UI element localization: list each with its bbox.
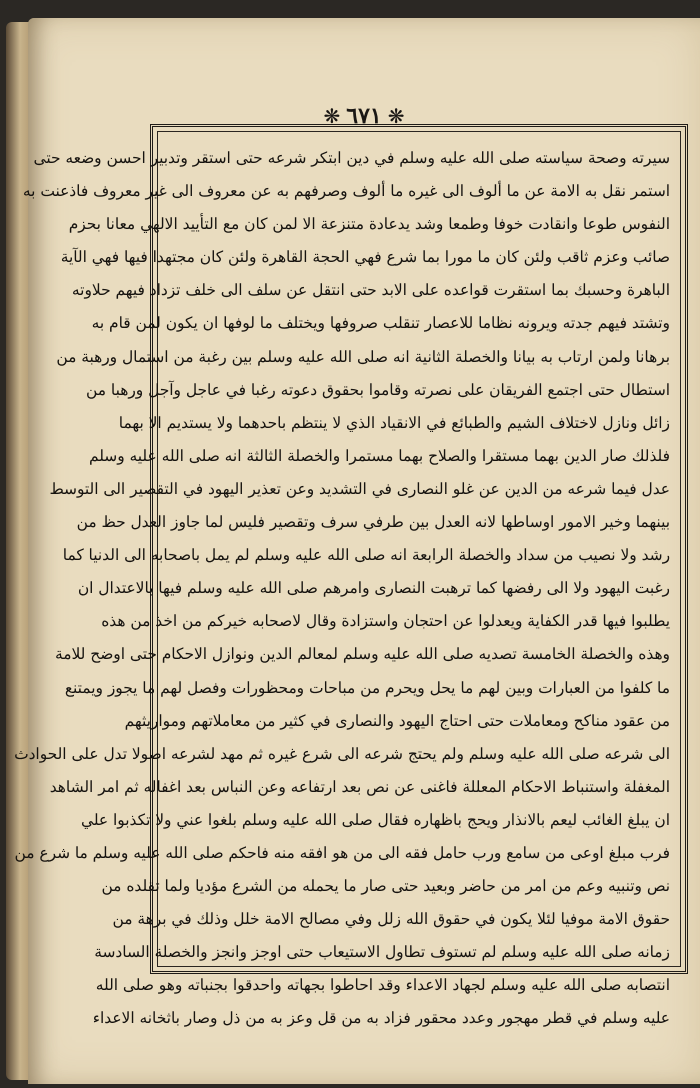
text-line: من عقود مناكح ومعاملات حتى احتاج اليهود والنصارى في كثير من معاملاتهم ومواريثهم (124, 711, 670, 730)
page-number: ٦٧١ (346, 103, 382, 129)
text-line: ان يبلغ الغائب ليعم بالانذار ويحج باظهاره فقال صلى الله عليه وسلم بلغوا عني ولا تكذبوا علي (81, 810, 670, 829)
text-line: المغفلة واستنباط الاحكام المعللة فاغنى عن نص بعد ارتفاعه وعن النباس بعد اغفاله ثم امر الشاهد (49, 777, 670, 796)
text-line: ما كلفوا من العبارات وبين لهم ما يحل ويحرم من مباحات ومحظورات وفصل لهم ما يجوز ويمتنع (64, 678, 670, 697)
text-line: استمر نقل به الامة عن ما ألوف الى غيره ما ألوف وصرفهم به عن معروف الى غير معروف فاذعنت به (22, 182, 670, 201)
text-line: الباهرة وحسبك بما استقرت قواعده على الابد حتى انتقل عن سلف الى خلف تزداد فيهم حلاوته (71, 281, 670, 300)
text-line: حقوق الامة موفيا لئلا يكون في حقوق الله زلل وفي مصالح الامة خلل وذلك في برهة من (112, 910, 670, 929)
text-line: زمانه صلى الله عليه وسلم لم تستوف تطاول الاستيعاب حتى اوجز وانجز والخصلة السادسة (94, 943, 670, 962)
text-body (14, 142, 670, 1028)
text-line: فرب مبلغ اوعى من سامع ورب حامل فقه الى من هو افقه منه فاحكم صلى الله عليه وسلم ما شرع من (14, 843, 670, 862)
ornament-left-icon: ❋ (323, 104, 341, 128)
text-line: صائب وعزم ثاقب ولئن كان ما مورا بما شرع فهي الحجة القاهرة ولئن كان مجتهدا فيها فهي الآية (60, 248, 670, 267)
text-line: فلذلك صار الدين بهما مستقرا والصلاح بهما مستمرا والخصلة الثالثة انه صلى الله عليه وسلم (88, 446, 670, 465)
text-line: الى شرعه صلى الله عليه وسلم ولم يحتج شرعه الى شرع غيره ثم مهد لشرعه اصولا تدل على الحوادث (14, 744, 670, 763)
text-line: رغبت اليهود ولا الى رفضها كما ترهبت النصارى وامرهم صلى الله عليه وسلم فيها بالاعتدال ان (77, 579, 670, 598)
text-frame (14, 124, 688, 1028)
text-line: رشد ولا نصيب من سداد والخصلة الرابعة انه صلى الله عليه وسلم لم يمل باصحابه الى الدنيا كما (62, 546, 670, 565)
text-line: بينهما وخير الامور اوساطها لانه العدل بين طرفي سرف وتقصير فليس لما جاوز العدل حظ من (76, 513, 670, 532)
text-line: وهذه والخصلة الخامسة تصديه صلى الله عليه وسلم لمعالم الدين ونوازل الاحكام حتى اوضح للامة (55, 645, 670, 664)
book-page (14, 18, 700, 1084)
text-line: يطلبوا فيها قدر الكفاية ويعدلوا عن احتجان واستزادة وقال لاصحابه خيركم من اخذ من هذه (101, 612, 670, 631)
text-line: نص وتنبيه وعم من امر من حاضر وبعيد حتى صار ما يحمله من الشرع مؤديا ولما تقلده من (101, 877, 670, 896)
text-line: النفوس طوعا وانقادت خوفا وطمعا وشد يدعادة متنزعة الا لمن كان مع التأييد الالهي معانا بحزم (68, 215, 670, 234)
text-line: برهانا ولمن ارتاب به بيانا والخصلة الثانية انه صلى الله عليه وسلم بين رغبة من استمال ورهبة من (56, 347, 670, 366)
text-line: زائل ونازل لاختلاف الشيم والطبائع في الانقياد الذي لا ينتظم باحدهما ولا يستديم الا بهما (118, 413, 670, 432)
text-line: استطال حتى اجتمع الفريقان على نصرته وقاموا بحقوق دعوته رغبا في عاجل وآجل ورهبا من (86, 380, 670, 399)
text-line: عليه وسلم في قطر مهجور وعدد محقور فزاد به من قل وعز به من ذل وصار باثخانه الاعداء (92, 1009, 670, 1028)
text-line: عدل فيما شرعه من الدين عن غلو النصارى في التشديد وعن تعذير اليهود في التقصير الى التوسط (49, 479, 670, 498)
ornament-right-icon: ❋ (387, 104, 405, 128)
text-frame-inner (14, 131, 681, 1028)
text-line: سيرته وصحة سياسته صلى الله عليه وسلم في دين ابتكر شرعه حتى استقر وتدبير احسن وضعه حتى (33, 149, 670, 167)
text-line: وتشتد فيهم جدته ويرونه نظاما للاعصار تنقلب صروفها ويختلف ما لوفها ان يكون لمن قام به (91, 314, 670, 333)
text-line: انتصابه صلى الله عليه وسلم لجهاد الاعداء وقد احاطوا بجهاته واحدقوا بجنباته وهو صلى الله (95, 976, 670, 995)
